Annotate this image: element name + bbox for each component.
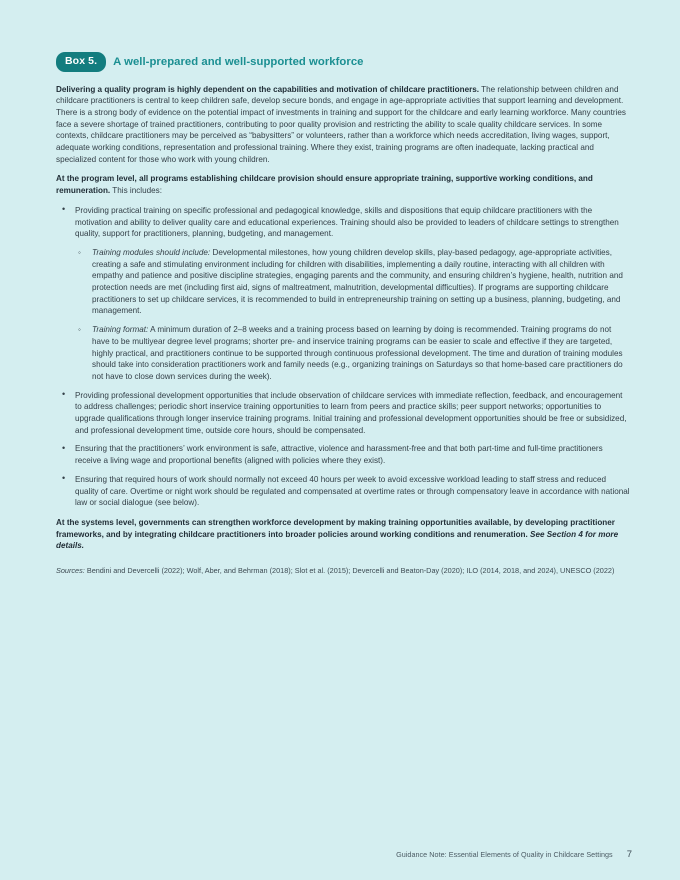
- box-number-badge: Box 5.: [56, 52, 106, 72]
- list-item: [56, 474, 630, 509]
- bullet-text: Providing professional development opportunities that include observation of childcare services with immediate reflection, feedback, and encouragement to address challenges; periodic short inservice training opportunities to learn from peers and practice skills; peer support networks; opportunities to upgrade qualifications through longer inservice training programs. Initial training and professional development opportunities should be free or subsidized, and professional development time, outside core hours, should be compensated.: [75, 390, 627, 435]
- subbullet-text: Developmental milestones, how young children develop skills, play-based pedagogy, age-appropriate activities, creating a safe and stimulating environment including for children with disabilities, implementing a daily routine, interacting with all children with empathy and patience and positive discipline strategies, engaging parents and the community, and ensuring children’s hygiene, health, nutrition and protection needs are met (including first aid, signs of maltreatment, malnutrition, developmental difficulties). If programs are supporting childcare practitioners to set up childcare services, it is recommended to build in entrepreneurship training on setting up a business, planning, budgeting, and management.: [92, 247, 623, 316]
- list-item: [56, 205, 630, 383]
- subbullet-lead-italic: Training format:: [92, 325, 149, 335]
- footer-title: Guidance Note: Essential Elements of Quality in Childcare Settings: [396, 850, 613, 859]
- list-item: [56, 443, 630, 466]
- systems-level-body: At the systems level, governments can strengthen workforce development by making training opportunities available, by developing practitioner frameworks, and by integrating childcare practitioners into broader policies around working conditions and renumeration.: [56, 518, 615, 539]
- program-level-lead-bold: At the program level, all programs establishing childcare provision should ensure appropriate training, supportive working conditions, and remuneration.: [56, 174, 593, 196]
- list-item: [75, 324, 630, 383]
- box-header: [56, 52, 630, 72]
- sources-label: Sources:: [56, 566, 85, 576]
- bullet-text: Ensuring that the practitioners’ work environment is safe, attractive, violence and harassment-free and that both part-time and full-time practitioners receive a living wage and proportional benefits (aligned with policies where they exist).: [75, 444, 603, 466]
- intro-body: The relationship between children and childcare practitioners is central to keep children safe, develop secure bonds, and engage in age-appropriate activities that support learning and development. There is a strong body of evidence on the potential impact of investments in training and support for the childcare and early learning workforce. Many countries face a severe shortage of trained practitioners, contributing to poor quality provision and restricting the ability to scale quality childcare services. In some contexts, childcare practitioners may be perceived as “babysitters” or volunteers, rather than a workforce which needs accreditation, living wages, support, adequate working conditions, representation and professional training. Where they exist, training programs are often inadequate, lacking practical and specialized content for those who work with young children.: [56, 84, 626, 164]
- sources-note: [56, 566, 628, 577]
- footer-page-number: 7: [626, 849, 632, 860]
- subbullet-lead-italic: Training modules should include:: [92, 247, 211, 257]
- program-level-paragraph: [56, 173, 630, 196]
- sources-text: Bendini and Devercelli (2022); Wolf, Aber, and Behrman (2018); Slot et al. (2015); Devercelli and Beaton-Day (2020); ILO (2014, 2018, and 2024), UNESCO (2022): [84, 566, 615, 576]
- see-section-reference: See Section 4 for more details.: [56, 529, 619, 551]
- systems-level-paragraph: [56, 517, 630, 552]
- box-title: A well-prepared and well-supported workforce: [113, 55, 364, 68]
- list-item: [56, 390, 630, 437]
- program-level-bullet-list: [56, 205, 630, 509]
- bullet-text: Providing practical training on specific professional and pedagogical knowledge, skills and dispositions that equip childcare practitioners with the motivation and ability to deliver quality care and educational experiences. Training should also be provided to leaders of childcare settings to strengthen quality, support for practitioners, planning, budgeting, and management.: [75, 205, 619, 239]
- list-item: [75, 247, 630, 317]
- intro-paragraph: [56, 84, 630, 166]
- program-level-body: This includes:: [110, 186, 162, 196]
- intro-lead-bold: Delivering a quality program is highly dependent on the capabilities and motivation of childcare practitioners.: [56, 84, 480, 94]
- page-footer: [0, 849, 632, 860]
- subbullet-text: A minimum duration of 2–8 weeks and a training process based on learning by doing is recommended. Training programs do not have to be multiyear degree level programs; shorter pre- and inservice training programs can be easier to scale and effective if they are targeted, highly practical, and practitioners continue to be supported through continuous professional development. The time and duration of training modules should take into consideration practitioners work and family needs (e.g., organizing trainings on Saturdays so that home-based care practitioners do not have to close down services during the week).: [92, 325, 623, 381]
- training-subbullet-list: [75, 247, 630, 383]
- bullet-text: Ensuring that required hours of work should normally not exceed 40 hours per week to avoid excessive workload leading to staff stress and reduced quality of care. Overtime or night work should be regulated and compensated at overtime rates or through compensatory leave in accordance with national law or social dialogue (see below).: [75, 474, 630, 508]
